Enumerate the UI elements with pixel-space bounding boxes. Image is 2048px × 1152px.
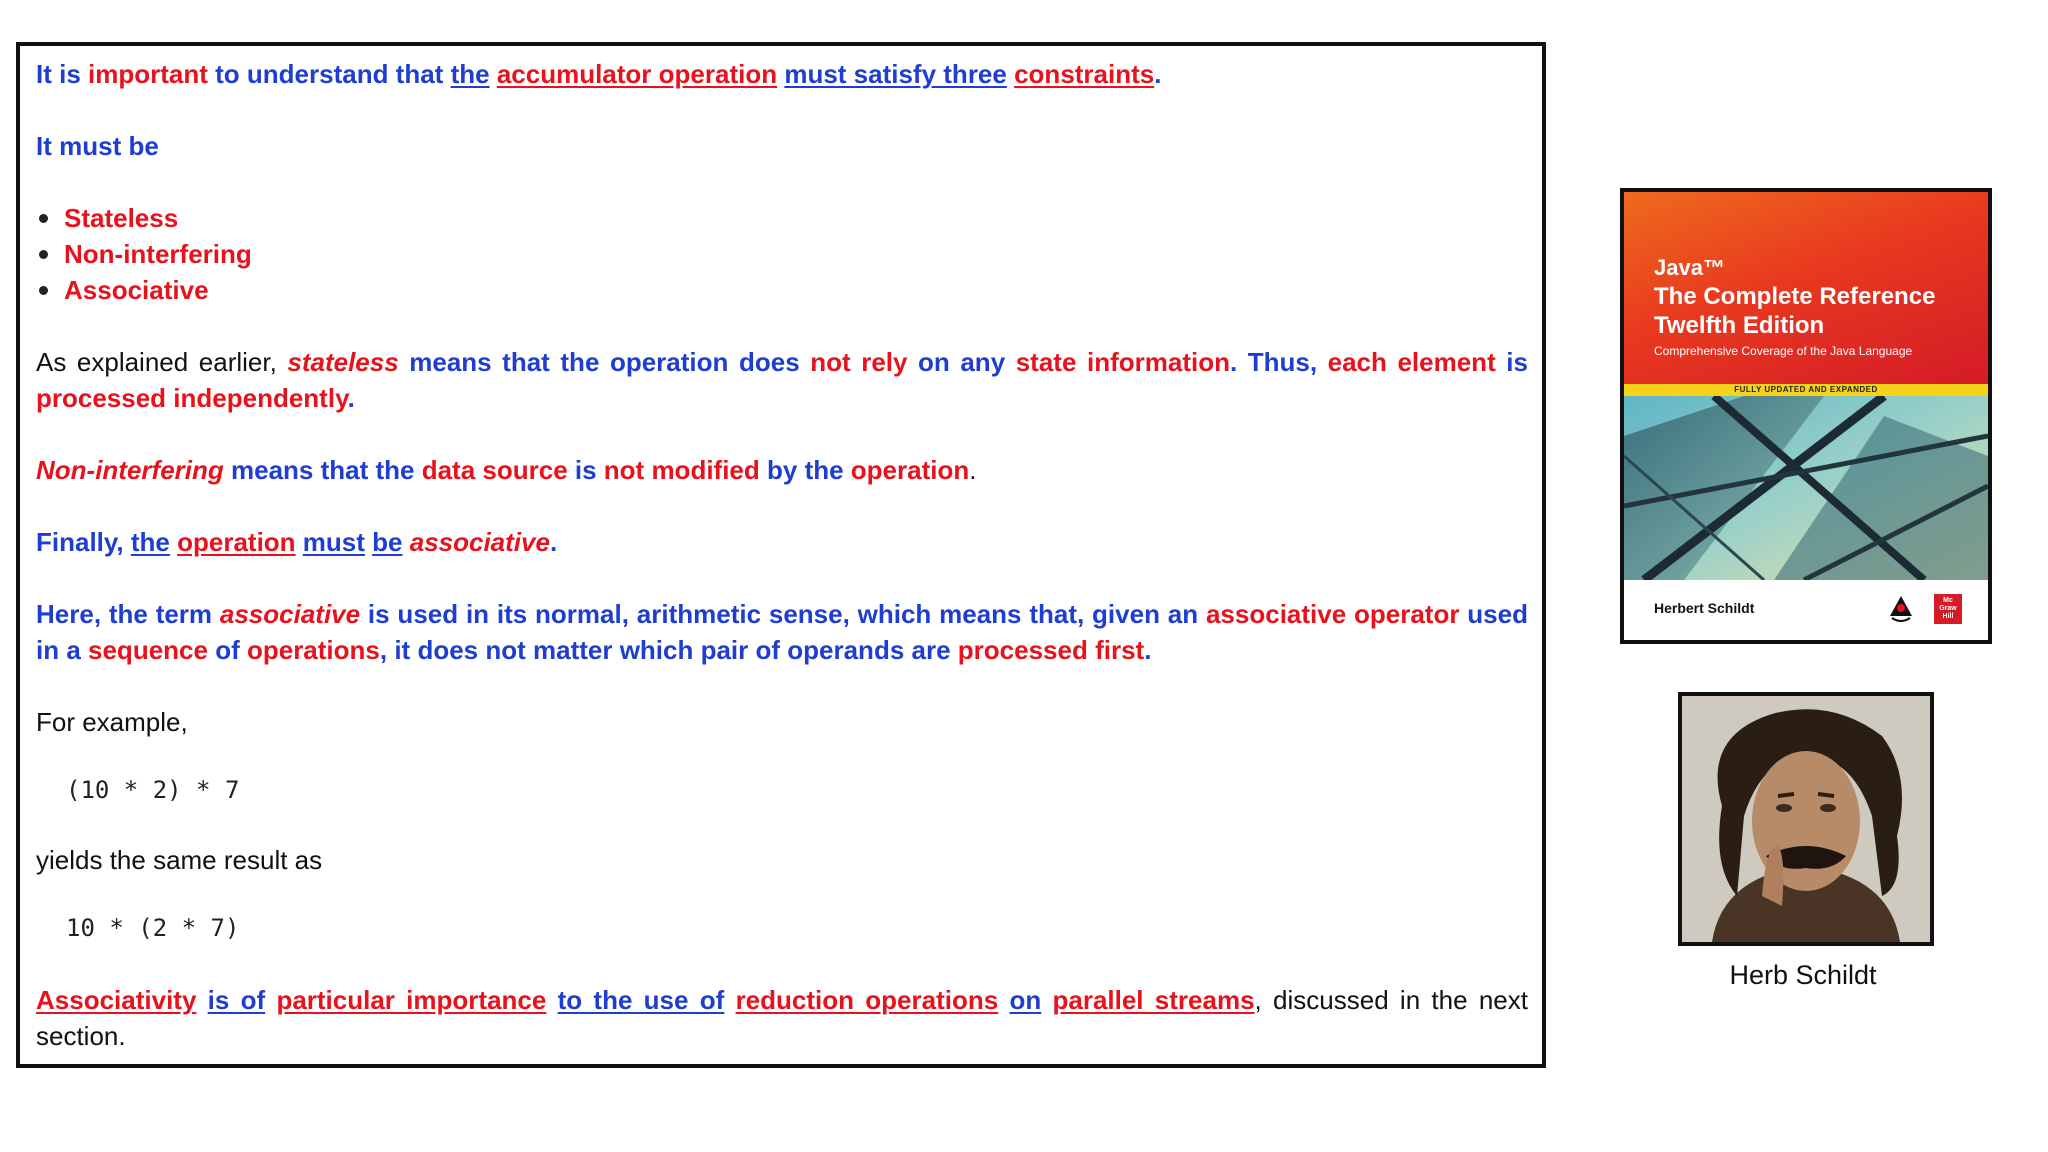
text-run: means that the [223, 455, 422, 485]
text-run: processed independently [36, 383, 348, 413]
text-run: important [88, 59, 208, 89]
text-run: sequence [88, 635, 208, 665]
text-run: on any [907, 347, 1016, 377]
must-be-line: It must be [36, 131, 159, 161]
list-item: Associative [36, 272, 1528, 308]
for-example-text: For example, [36, 707, 188, 737]
author-caption: Herb Schildt [1729, 960, 1877, 990]
text-run: It is [36, 59, 89, 89]
text-run: means that the operation does [398, 347, 811, 377]
text-run: must satisfy three [784, 59, 1007, 89]
text-run: the [130, 527, 170, 557]
text-run: constraints [1014, 59, 1155, 89]
text-run: associative [219, 599, 361, 629]
author-portrait-drawing [1682, 696, 1930, 942]
list-item: Non-interfering [36, 236, 1528, 272]
author-photo [1678, 692, 1934, 946]
text-run: is used in its normal, arithmetic sense, which means that, given an [360, 599, 1206, 629]
text-run: As explained earlier, [36, 347, 288, 377]
text-run: accumulator operation [496, 59, 778, 89]
text-run: by the [759, 455, 851, 485]
cover-footer [1624, 580, 1988, 644]
text-run: the [450, 59, 490, 89]
text-run [296, 527, 303, 557]
text-run: is [567, 455, 604, 485]
text-run: operation [177, 527, 296, 557]
slide-text-box [16, 42, 1546, 1068]
text-run: is of [207, 985, 266, 1015]
text-run: , discussed in the next section. [36, 985, 1528, 1051]
cover-title-line: Twelfth Edition [1654, 312, 1825, 339]
text-run: operation [850, 455, 970, 485]
text-run: to understand that [207, 59, 451, 89]
cover-title-line: The Complete Reference [1654, 283, 1936, 310]
cover-band: FULLY UPDATED AND EXPANDED [1624, 384, 1988, 396]
stateless-paragraph [36, 344, 1528, 416]
text-run: each element [1327, 347, 1496, 377]
text-run: Here, the term [36, 599, 220, 629]
text-run: operations [246, 635, 380, 665]
text-run: to the use of [557, 985, 725, 1015]
publisher-logo: Mc Graw Hill [1934, 594, 1962, 624]
text-run: . [1154, 59, 1162, 89]
text-run [1007, 59, 1014, 89]
term-paragraph [36, 596, 1528, 668]
text-run: is [1495, 347, 1528, 377]
list-item: Stateless [36, 200, 1528, 236]
text-run: data source [421, 455, 568, 485]
text-run: Finally, [36, 527, 131, 557]
associativity-paragraph [36, 982, 1528, 1054]
text-run: state information [1015, 347, 1230, 377]
constraint-list [36, 200, 1528, 308]
text-run: on [1009, 985, 1042, 1015]
building-art [1624, 396, 1988, 580]
noninterfering-paragraph [36, 452, 1528, 488]
text-run: associative [409, 527, 550, 557]
text-run: used in a [36, 599, 1528, 665]
cover-author: Herbert Schildt [1654, 600, 1755, 616]
text-run: be [372, 527, 403, 557]
cover-title [1654, 254, 1935, 362]
text-run: . [1144, 635, 1152, 665]
code-example-2: 10 * (2 * 7) [66, 914, 240, 942]
book-cover-image [1620, 188, 1992, 644]
associative-paragraph [36, 524, 1528, 560]
cover-subtitle: Comprehensive Coverage of the Java Language [1654, 344, 1913, 358]
text-run: particular importance [276, 985, 547, 1015]
text-run: Associativity [36, 985, 197, 1015]
text-run [403, 527, 410, 557]
cover-title-line: Java™ [1654, 255, 1725, 280]
text-run: , it does not matter which pair of operands are [379, 635, 958, 665]
text-run: . Thus, [1229, 347, 1328, 377]
text-run: . [969, 455, 977, 485]
intro-line [36, 56, 1528, 92]
text-run: not rely [810, 347, 908, 377]
code-example-1: (10 * 2) * 7 [66, 776, 240, 804]
text-run: reduction operations [735, 985, 999, 1015]
text-run: . [549, 527, 558, 557]
text-run: of [207, 635, 247, 665]
text-run: Non-interfering [36, 455, 224, 485]
text-run: parallel streams [1052, 985, 1255, 1015]
text-run: stateless [287, 347, 399, 377]
text-run: must [302, 527, 365, 557]
cover-header [1624, 192, 1988, 384]
yields-text: yields the same result as [36, 845, 323, 875]
text-run: not modified [603, 455, 760, 485]
text-run: . [347, 383, 355, 413]
text-run [490, 59, 497, 89]
java-duke-icon [1886, 594, 1916, 624]
text-run: associative operator [1205, 599, 1460, 629]
text-run: processed first [957, 635, 1145, 665]
